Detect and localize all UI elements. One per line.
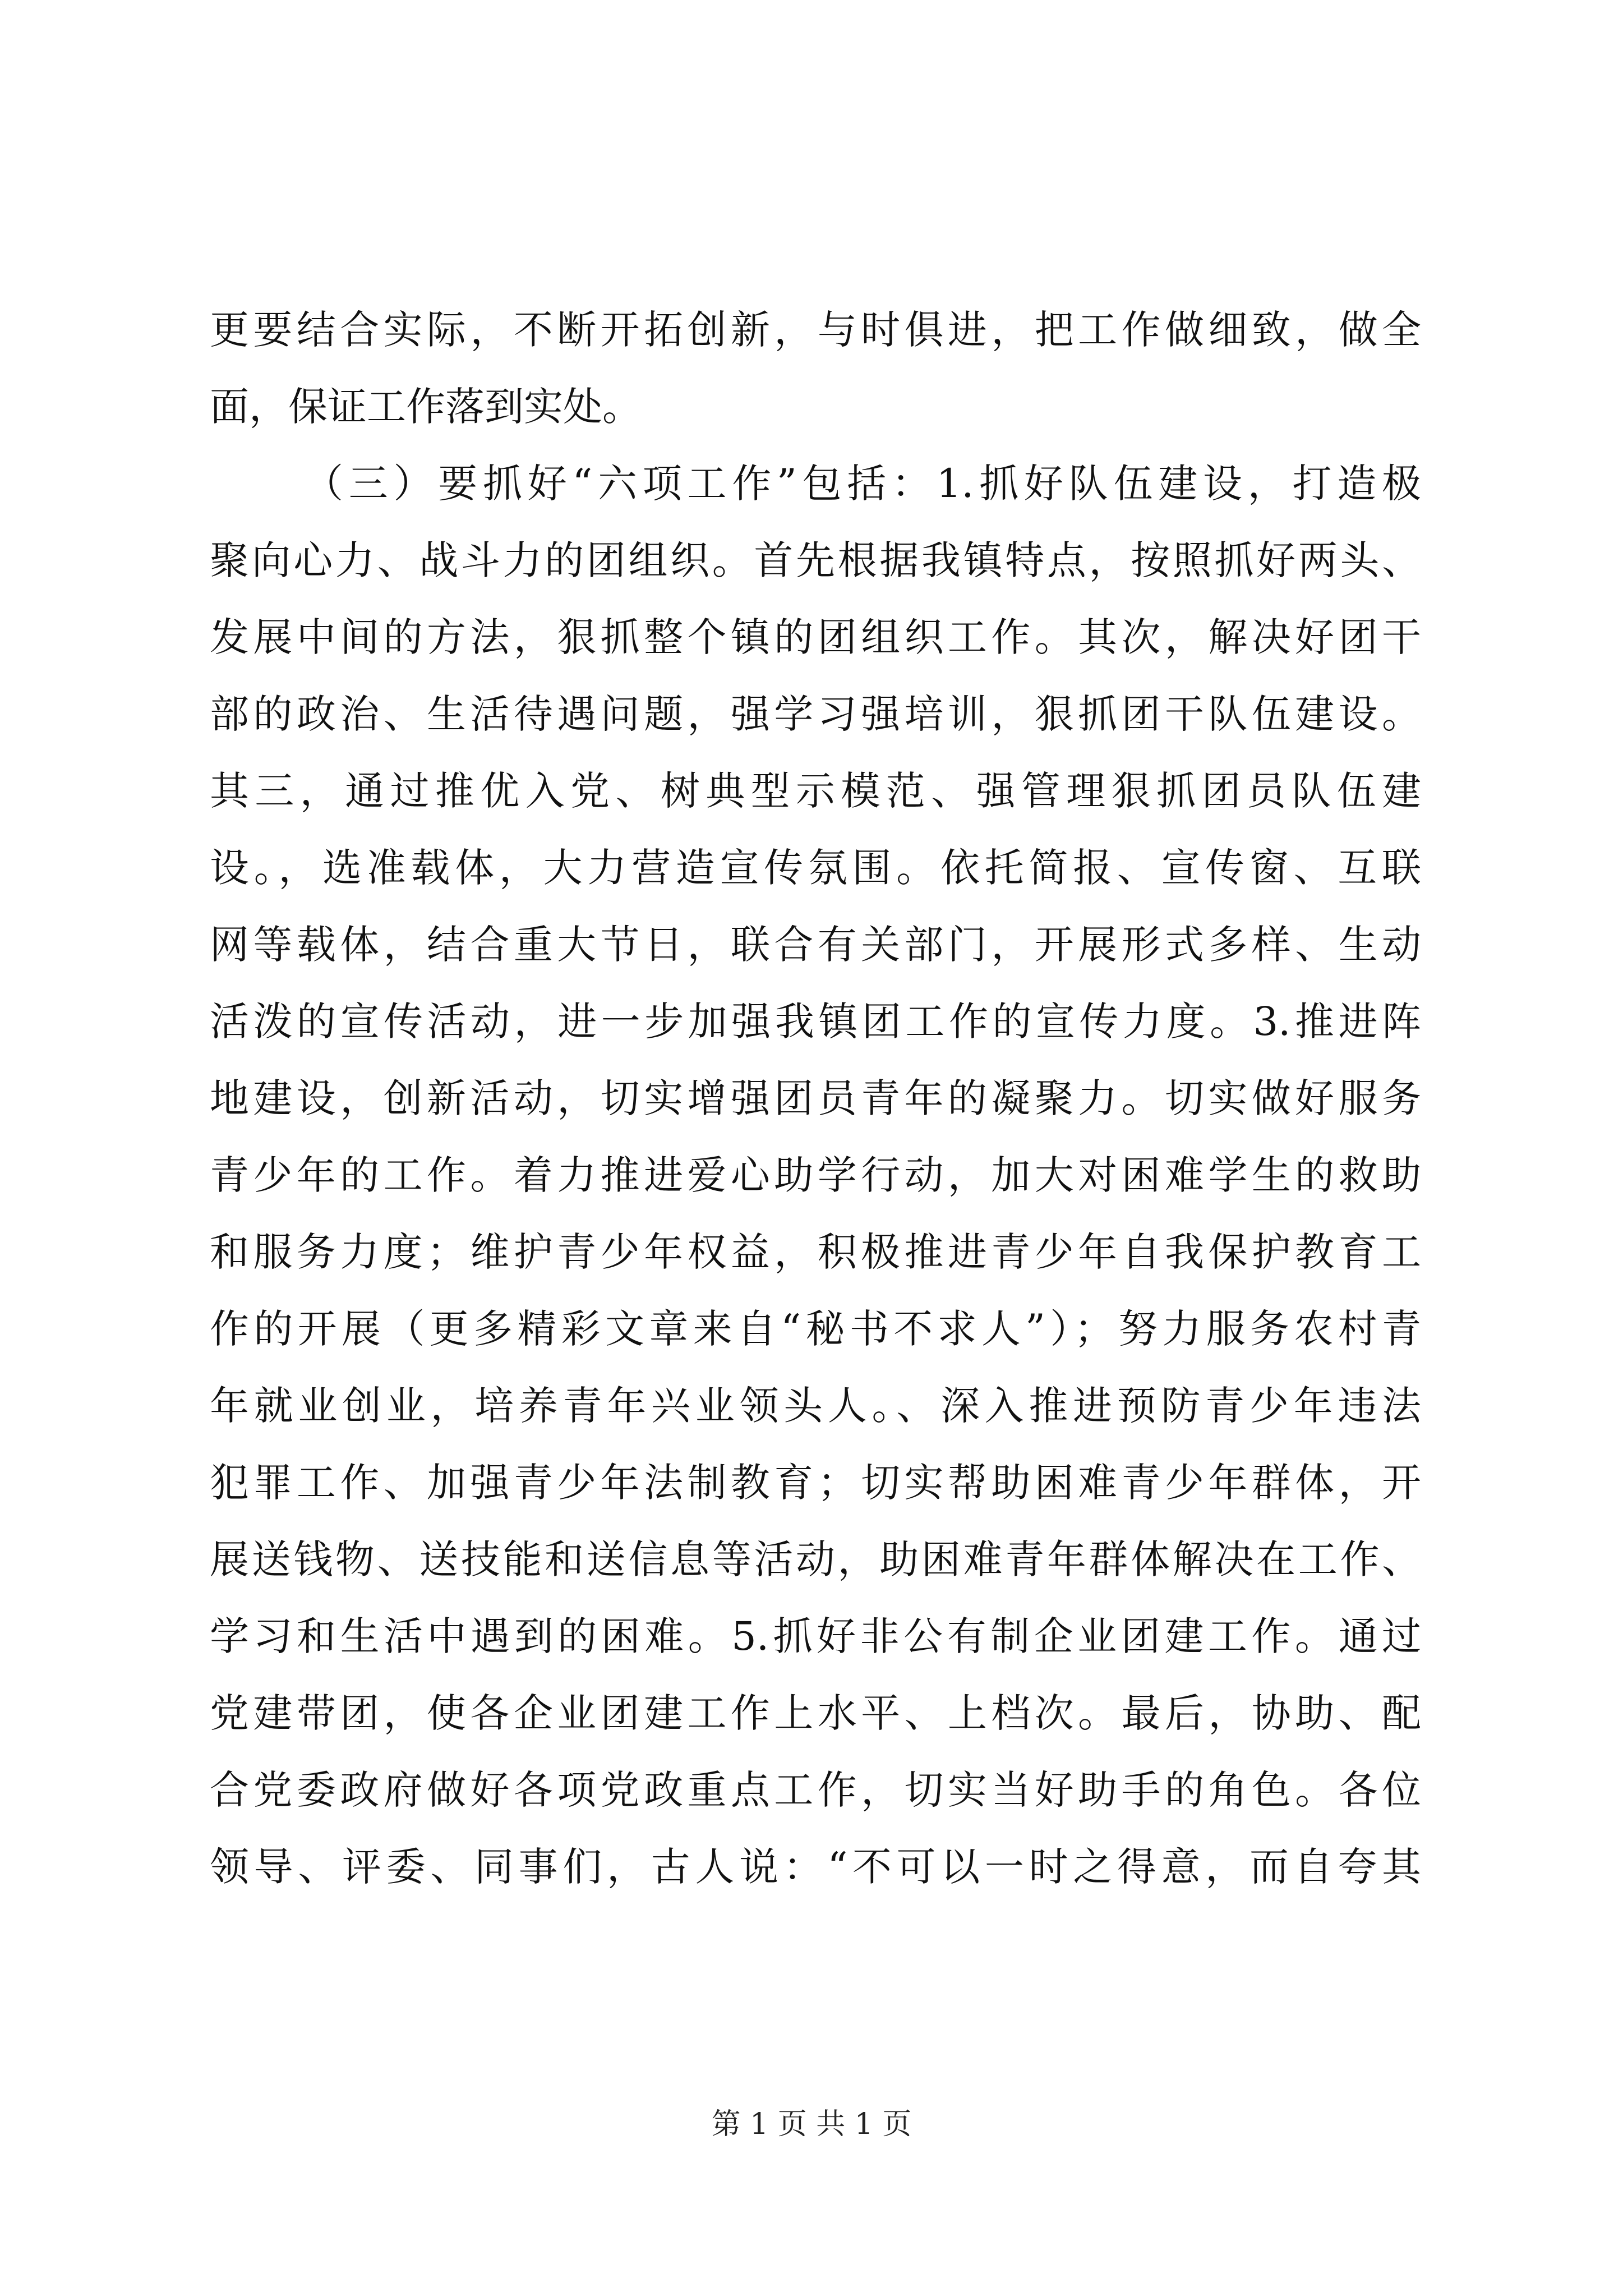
body-line: 活泼的宣传活动，进一步加强我镇团工作的宣传力度。3.推进阵 (210, 999, 1421, 1045)
body-line: 作的开展（更多精彩文章来自“秘书不求人”）；努力服务农村青 (210, 1306, 1421, 1352)
document-body (210, 292, 1421, 1906)
body-line: 设。，选准载体，大力营造宣传氛围。依托简报、宣传窗、互联 (210, 845, 1421, 891)
body-line: 犯罪工作、加强青少年法制教育；切实帮助困难青少年群体，开 (210, 1460, 1421, 1506)
body-line: 聚向心力、战斗力的团组织。首先根据我镇特点，按照抓好两头、 (210, 537, 1421, 583)
page-footer: 第 1 页 共 1 页 (711, 2108, 912, 2141)
body-line: 合党委政府做好各项党政重点工作，切实当好助手的角色。各位 (210, 1767, 1421, 1813)
body-line: 学习和生活中遇到的困难。5.抓好非公有制企业团建工作。通过 (210, 1613, 1421, 1659)
body-line: 党建带团，使各企业团建工作上水平、上档次。最后，协助、配 (210, 1690, 1421, 1736)
body-line: 领导、评委、同事们，古人说：“不可以一时之得意，而自夸其 (210, 1844, 1421, 1890)
body-line: 年就业创业，培养青年兴业领头人。、深入推进预防青少年违法 (210, 1383, 1421, 1429)
body-line: 网等载体，结合重大节日，联合有关部门，开展形式多样、生动 (210, 922, 1421, 968)
body-line: 更要结合实际，不断开拓创新，与时俱进，把工作做细致，做全 (210, 307, 1421, 353)
body-line: 青少年的工作。着力推进爱心助学行动，加大对困难学生的救助 (210, 1152, 1421, 1198)
body-line: 部的政治、生活待遇问题，强学习强培训，狠抓团干队伍建设。 (210, 691, 1421, 737)
body-line: 发展中间的方法，狠抓整个镇的团组织工作。其次，解决好团干 (210, 614, 1421, 660)
body-line: 面，保证工作落到实处。 (210, 384, 642, 430)
body-line: （三）要抓好“六项工作”包括：1.抓好队伍建设，打造极 (304, 461, 1421, 507)
body-line: 其三，通过推优入党、树典型示模范、强管理狠抓团员队伍建 (210, 768, 1421, 814)
body-line: 地建设，创新活动，切实增强团员青年的凝聚力。切实做好服务 (210, 1075, 1421, 1121)
body-line: 展送钱物、送技能和送信息等活动，助困难青年群体解决在工作、 (210, 1536, 1421, 1582)
body-line: 和服务力度；维护青少年权益，积极推进青少年自我保护教育工 (210, 1229, 1421, 1275)
